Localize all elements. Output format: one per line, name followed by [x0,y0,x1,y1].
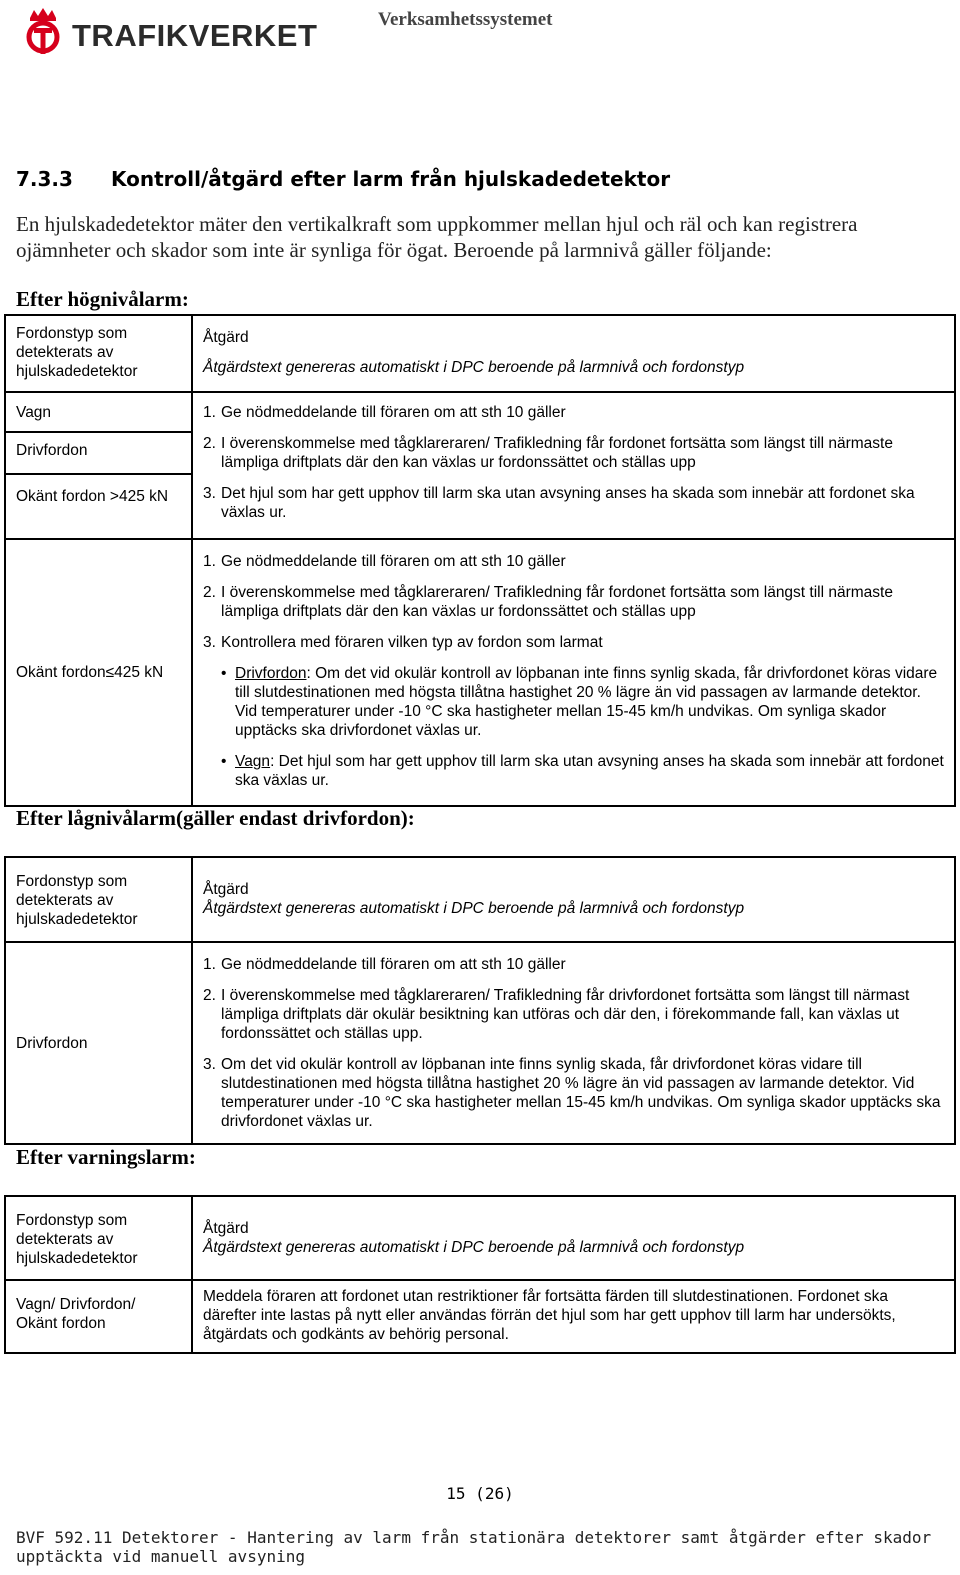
table-row [5,539,955,806]
list-item: 1. Ge nödmeddelande till föraren om att sth 10 gäller [203,553,566,570]
high-alarm-table [4,314,956,807]
vehicle-type: Drivfordon [5,942,192,1144]
logo-text: TRAFIKVERKET [72,18,318,53]
list-item: 2. I överenskommelse med tågklareraren/ Trafikledning får fordonet fortsätta som längst till närmaste lämpliga driftplats där den kan växlas ur fordonssättet och ställas upp [203,435,893,471]
document-footer: BVF 592.11 Detektorer - Hantering av larm från stationära detektorer samt åtgärder efter skador upptäckta vid manuell avsyning [16,1528,932,1566]
col2-header [192,315,955,392]
col2-header [192,1196,955,1280]
intro-paragraph: En hjulskadedetektor mäter den vertikalkraft som uppkommer mellan hjul och räl och kan registrera ojämnheter och skador som inte är synliga för ögat. Beroende på larmnivå gäller följande: [16,212,858,262]
list-item: 3. Om det vid okulär kontroll av löpbanan inte finns synlig skada, får drivfordonet köras vidare till slutdestinationen med högsta tillåtna hastighet 20 % lägre än vid passagen av larmande detektor. Vid temperaturer under -10 °C ska hastigheter mellan 15-45 km/h undvikas. Om synliga skador upptäcks ska drivfordonet växlas ur. [203,1056,941,1130]
table-header-row [5,315,955,392]
vehicle-type: Vagn [6,393,191,433]
list-item: 2. I överenskommelse med tågklareraren/ Trafikledning får fordonet fortsätta som längst till närmaste lämpliga driftplats där den kan växlas ur fordonssättet och ställas upp [203,584,893,620]
action-cell [192,539,955,806]
page-number: 15 (26) [446,1484,514,1503]
list-item: 1. Ge nödmeddelande till föraren om att sth 10 gäller [203,956,566,973]
col2-header-label: Åtgärd [203,1220,249,1237]
action-steps [203,955,944,1131]
col2-header-note: Åtgärdstext genereras automatiskt i DPC beroende på larmnivå och fordonstyp [203,1239,745,1256]
low-alarm-heading: Efter lågnivålarm(gäller endast drivfordon): [16,806,415,830]
bullet-list [221,664,944,790]
vehicle-type: Okänt fordon >425 kN [16,488,169,505]
col2-header-note: Åtgärdstext genereras automatiskt i DPC beroende på larmnivå och fordonstyp [203,900,745,917]
list-item: • Drivfordon: Om det vid okulär kontroll av löpbanan inte finns synlig skada, får drivfordonet köras vidare till slutdestinationen med högsta tillåtna hastighet 20 % lägre än vid passagen av larmande detektor. Vid temperaturer under -10 °C ska hastigheter mellan 15-45 km/h undvikas. Om synliga skador upptäcks ska drivfordonet växlas ur. [221,664,944,740]
vehicle-type: Drivfordon [6,433,191,475]
high-alarm-heading: Efter högnivålarm: [16,287,189,311]
table-row [5,1280,955,1353]
list-item: 1. Ge nödmeddelande till föraren om att sth 10 gäller [203,404,566,421]
page-header [0,0,960,70]
col2-header-label: Åtgärd [203,329,249,346]
list-item: • Vagn: Det hjul som har gett upphov till larm ska utan avsyning anses ha skada som innebär att fordonet ska växlas ur. [221,752,944,790]
warning-alarm-heading: Efter varningslarm: [16,1145,196,1169]
table-header-row [5,857,955,942]
section-title: Kontroll/åtgärd efter larm från hjulskadedetektor [111,167,671,191]
col2-header-label: Åtgärd [203,881,249,898]
action-steps [203,403,944,522]
low-alarm-table [4,856,956,1145]
col2-header [192,857,955,942]
action-steps [203,552,944,652]
vehicle-type: Vagn/ Drivfordon/ Okänt fordon [5,1280,192,1353]
action-cell [192,942,955,1144]
vehicle-type-list [5,392,192,539]
crown-shield-icon [22,6,64,58]
col2-header-note: Åtgärdstext genereras automatiskt i DPC beroende på larmnivå och fordonstyp [203,359,745,376]
table-row [5,392,955,539]
trafikverket-logo [22,6,317,58]
action-cell: Meddela föraren att fordonet utan restriktioner får fortsätta färden till slutdestinationen. Fordonet ska därefter inte lastas på nytt eller användas förrän det hjul som har gett upphov till larm har undersökts, åtgärdats och godkänts av behörig personal. [192,1280,955,1353]
col1-header: Fordonstyp som detekterats av hjulskadedetektor [5,857,192,942]
vehicle-type: Okänt fordon≤425 kN [5,539,192,806]
list-item: 3. Det hjul som har gett upphov till larm ska utan avsyning anses ha skada som innebär att fordonet ska växlas ur. [203,485,915,521]
table-header-row [5,1196,955,1280]
section-heading [16,167,670,191]
list-item: 3. Kontrollera med föraren vilken typ av fordon som larmat [203,634,603,651]
action-cell [192,392,955,539]
section-number: 7.3.3 [16,167,73,191]
document-system-label: Verksamhetssystemet [378,9,553,30]
col1-header: Fordonstyp som detekterats av hjulskadedetektor [5,1196,192,1280]
table-row [5,942,955,1144]
warning-alarm-table [4,1195,956,1354]
col1-header: Fordonstyp som detekterats av hjulskadedetektor [5,315,192,392]
list-item: 2. I överenskommelse med tågklareraren/ Trafikledning får drivfordonet fortsätta som längst till närmast lämpliga driftplats där okulär besiktning kan utföras och där den, i förekommande fall, kan växlas ut fordonssättet och ställas upp. [203,987,910,1042]
